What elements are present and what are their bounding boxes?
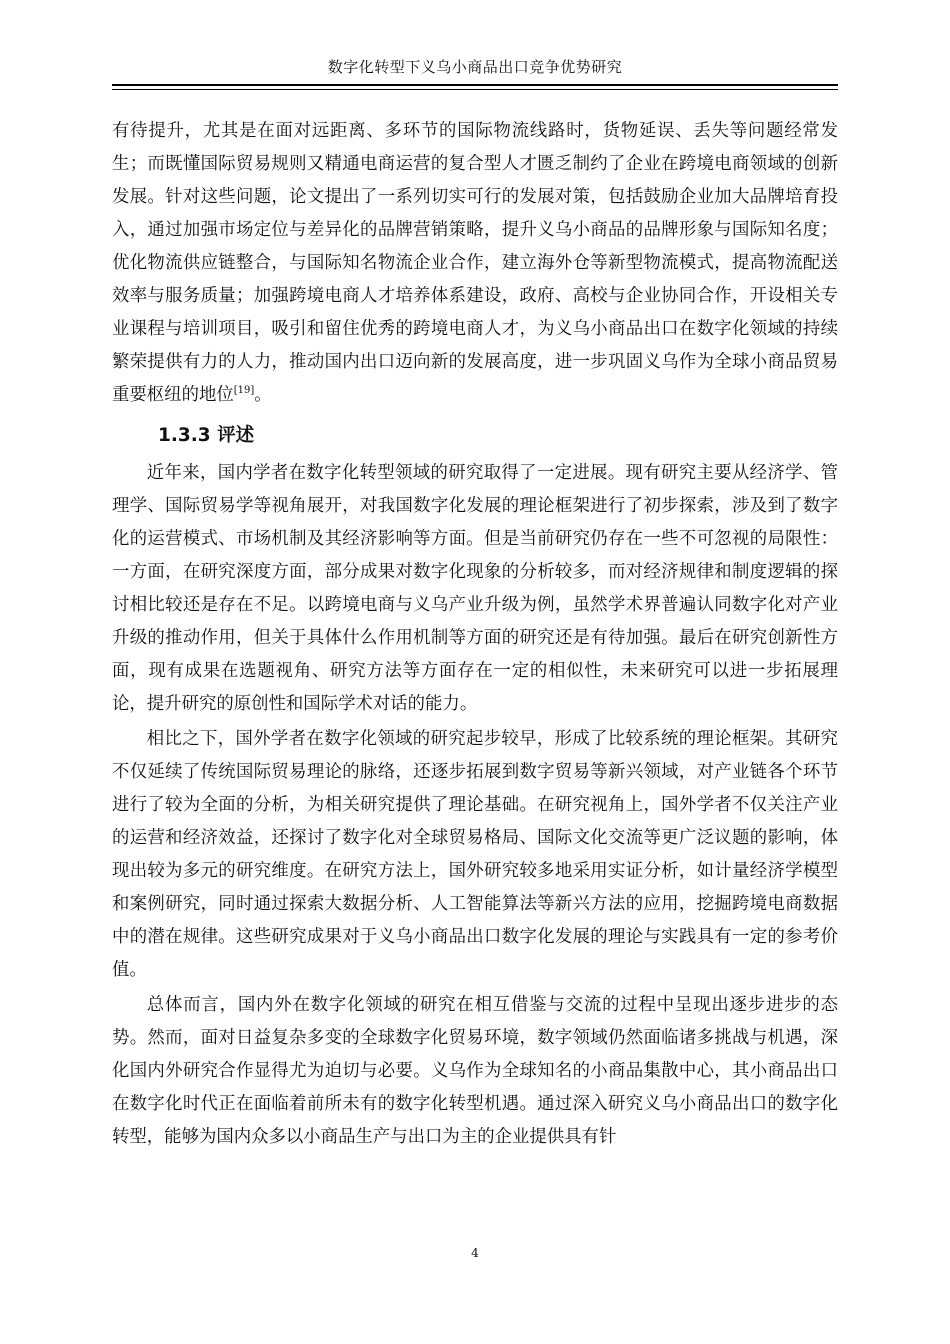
citation-ref: [19] (233, 385, 255, 397)
paragraph-summary: 总体而言，国内外在数字化领域的研究在相互借鉴与交流的过程中呈现出逐步进步的态势。然而，面对日益复杂多变的全球数字化贸易环境，数字领域仍然面临诸多挑战与机遇，深化国内外研究合作显得尤为迫切与必要。义乌作为全球知名的小商品集散中心，其小商品出口在数字化时代正在面临着前所未有的数字化转型机遇。通过深入研究义乌小商品出口的数字化转型，能够为国内众多以小商品生产与出口为主的企业提供具有针 (112, 995, 838, 1147)
section-number: 1.3.3 (158, 425, 211, 446)
header-rule-thin (112, 89, 838, 90)
running-header: 数字化转型下义乌小商品出口竞争优势研究 (327, 58, 623, 76)
paragraph-text: 有待提升，尤其是在面对远距离、多环节的国际物流线路时，货物延误、丢失等问题经常发生；而既懂国际贸易规则又精通电商运营的复合型人才匮乏制约了企业在跨境电商领域的创新发展。针对这些问题，论文提出了一系列切实可行的发展对策，包括鼓励企业加大品牌培育投入，通过加强市场定位与差异化的品牌营销策略，提升义乌小商品的品牌形象与国际知名度；优化物流供应链整合，与国际知名物流企业合作，建立海外仓等新型物流模式，提高物流配送效率与服务质量；加强跨境电商人才培养体系建设，政府、高校与企业协同合作，开设相关专业课程与培训项目，吸引和留住优秀的跨境电商人才，为义乌小商品出口在数字化领域的持续繁荣提供有力的人力，推动国内出口迈向新的发展高度，进一步巩固义乌作为全球小商品贸易重要枢纽的地位 (112, 121, 838, 405)
section-heading (112, 418, 838, 454)
paragraph-continued (112, 115, 838, 412)
paragraph-domestic-research: 近年来，国内学者在数字化转型领域的研究取得了一定进展。现有研究主要从经济学、管理学、国际贸易学等视角展开，对我国数字化发展的理论框架进行了初步探索，涉及到了数字化的运营模式、市场机制及其经济影响等方面。但是当前研究仍存在一些不可忽视的局限性：一方面，在研究深度方面，部分成果对数字化现象的分析较多，而对经济规律和制度逻辑的探讨相比较还是存在不足。以跨境电商与义乌产业升级为例，虽然学术界普遍认同数字化对产业升级的推动作用，但关于具体什么作用机制等方面的研究还是有待加强。最后在研究创新性方面，现有成果在选题视角、研究方法等方面存在一定的相似性，未来研究可以进一步拓展理论，提升研究的原创性和国际学术对话的能力。 (112, 463, 838, 714)
paragraph-end: 。 (254, 385, 272, 405)
page-body (112, 115, 838, 1154)
page-number: 4 (471, 1246, 479, 1260)
header-rule-thick (112, 84, 838, 86)
paragraph-foreign-research: 相比之下，国外学者在数字化领域的研究起步较早，形成了比较系统的理论框架。其研究不仅延续了传统国际贸易理论的脉络，还逐步拓展到数字贸易等新兴领域，对产业链各个环节进行了较为全面的分析，为相关研究提供了理论基础。在研究视角上，国外学者不仅关注产业的运营和经济效益，还探讨了数字化对全球贸易格局、国际文化交流等更广泛议题的影响，体现出较为多元的研究维度。在研究方法上，国外研究较多地采用实证分析，如计量经济学模型和案例研究，同时通过探索大数据分析、人工智能算法等新兴方法的应用，挖掘跨境电商数据中的潜在规律。这些研究成果对于义乌小商品出口数字化发展的理论与实践具有一定的参考价值。 (112, 729, 838, 980)
section-title: 评述 (217, 425, 255, 446)
